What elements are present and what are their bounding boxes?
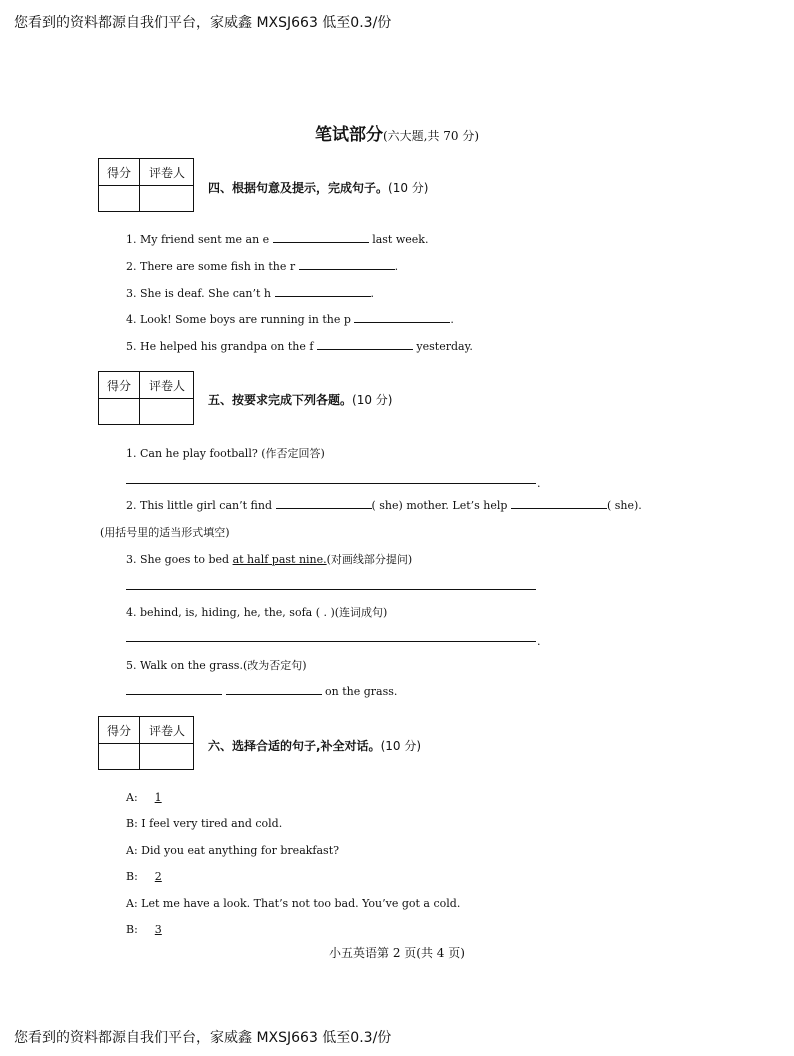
page-footer: 小五英语第 2 页(共 4 页) [329,946,465,960]
list-item: 4. Look! Some boys are running in the p . [126,313,454,326]
title-main: 笔试部分 [314,125,383,145]
section-heading [208,737,421,754]
answer-blank[interactable]: 3 [154,923,162,936]
section-points: (10 分) [388,181,429,195]
question-text: on the grass. [126,684,397,698]
score-label: 得分 [106,166,131,180]
question-text: 5. Walk on the grass.(改为否定句) [126,659,307,672]
question-text: 2. This little girl can’t find ( she) mother. Let’s help ( she). [126,499,642,512]
period: . [537,477,541,490]
answer-blank[interactable]: 1 [154,791,162,804]
period: . [537,635,541,648]
section-title: 六、选择合适的句子,补全对话。 [208,739,381,753]
dialogue-line: B: I feel very tired and cold. [126,817,283,830]
dialogue-line: B: 2 [126,870,175,883]
list-item: 1. My friend sent me an e last week. [126,233,429,246]
section-title: 五、按要求完成下列各题。 [208,393,353,407]
answer-blank[interactable] [273,232,369,243]
answer-blank[interactable] [126,684,222,695]
grader-label: 评卷人 [148,166,185,180]
answer-blank[interactable] [511,498,607,509]
page-title [0,120,794,145]
section-heading [208,179,428,196]
answer-blank[interactable] [299,259,395,270]
answer-blank[interactable] [354,312,450,323]
dialogue-line: B: 3 [126,923,175,936]
top-banner: 您看到的资料都源自我们平台，家威鑫 MXSJ663 低至0.3/份 [14,15,392,31]
section-points: (10 分) [380,739,422,753]
list-item: 3. She is deaf. She can’t h . [126,287,374,300]
list-item: 2. There are some fish in the r . [126,260,399,273]
dialogue-line: A: Let me have a look. That’s not too bad. You’ve got a cold. [126,897,461,910]
question-text: 4. behind, is, hiding, he, the, sofa ( . )(连词成句) [126,606,388,619]
title-sub: (六大题,共 70 分) [382,129,480,143]
answer-line[interactable] [126,483,536,484]
grader-label: 评卷人 [148,724,185,738]
answer-line[interactable] [126,641,536,642]
answer-blank[interactable]: 2 [154,870,162,883]
section-title: 四、根据句意及提示，完成句子。 [208,181,389,195]
answer-blank[interactable] [276,498,372,509]
score-box [98,371,194,425]
underlined-phrase: at half past nine. [232,553,327,566]
question-text: 3. She goes to bed at half past nine.(对画线部分提问) [126,553,413,566]
score-box [98,158,194,212]
section-heading [208,391,392,408]
grader-label: 评卷人 [148,379,185,393]
score-label: 得分 [106,724,131,738]
score-label: 得分 [106,379,131,393]
answer-line[interactable] [126,589,536,590]
question-text: 1. Can he play football? (作否定回答) [126,447,325,460]
dialogue-line: A: Did you eat anything for breakfast? [126,844,340,857]
dialogue-line: A: 1 [126,791,175,804]
section-points: (10 分) [352,393,393,407]
answer-blank[interactable] [275,286,371,297]
list-item: 5. He helped his grandpa on the f yesterday. [126,340,473,353]
bottom-banner: 您看到的资料都源自我们平台，家威鑫 MXSJ663 低至0.3/份 [14,1030,392,1046]
score-box [98,716,194,770]
question-note: (用括号里的适当形式填空) [100,526,230,539]
answer-blank[interactable] [226,684,322,695]
answer-blank[interactable] [317,339,413,350]
